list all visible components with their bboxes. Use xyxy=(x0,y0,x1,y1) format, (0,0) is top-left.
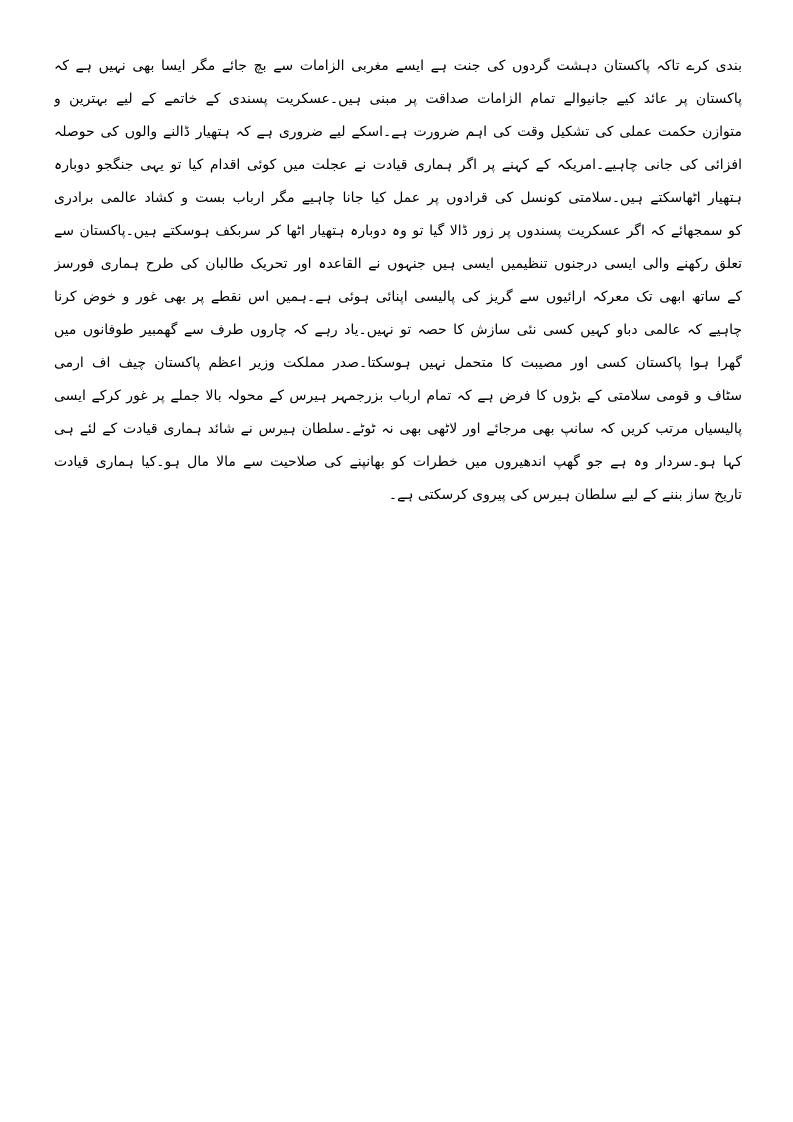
paragraph-line: گھرا ہوا پاکستان کسی اور مصیبت کا متحمل نہیں ہوسکتا۔صدر مملکت وزیر اعظم پاکستان چیف اف ارمی xyxy=(54,355,742,371)
paragraph-line: تاریخ ساز بننے کے لیے سلطان ہیرس کی پیروی کرسکتی ہے۔ xyxy=(388,487,742,503)
article-paragraph xyxy=(54,50,742,512)
paragraph-line: بندی کرے تاکہ پاکستان دہشت گردوں کی جنت ہے ایسے مغربی الزامات سے بچ جائے مگر ایسا بھی نہیں ہے کہ xyxy=(54,58,742,74)
paragraph-line: تعلق رکھنے والی ایسی درجنوں تنظیمیں ایسی ہیں جنہوں نے القاعدہ اور تحریک طالبان کی طرح ہماری فورسز xyxy=(54,256,742,272)
paragraph-line: ہتھیار اٹھاسکتے ہیں۔سلامتی کونسل کی قرادوں پر عمل کیا جانا چاہیے مگر ارباب بست و کشاد عالمی برادری xyxy=(54,190,742,206)
paragraph-line: متوازن حکمت عملی کی تشکیل وقت کی اہم ضرورت ہے۔اسکے لیے ضروری ہے کہ ہتھیار ڈالنے والوں کی حوصلہ xyxy=(54,124,742,140)
paragraph-line: کو سمجھائے کہ اگر عسکریت پسندوں پر زور ڈالا گیا تو وہ دوبارہ ہتھیار اٹھا کر سربکف ہوسکتے ہیں۔پاکستان سے xyxy=(54,223,742,239)
paragraph-line: سٹاف و قومی سلامتی کے بڑوں کا فرض ہے کہ تمام ارباب بزرجمہر ہیرس کے محولہ بالا جملے پر غور کرکے ایسی xyxy=(54,388,742,404)
paragraph-line: افزائی کی جانی چاہیے۔امریکہ کے کہنے پر اگر ہماری قیادت نے عجلت میں کوئی اقدام کیا تو یہی جنگجو دوبارہ xyxy=(54,157,742,173)
paragraph-line: کہا ہو۔سردار وہ ہے جو گھپ اندھیروں میں خطرات کو بھانپنے کی صلاحیت سے مالا مال ہو۔کیا ہماری قیادت xyxy=(54,454,742,470)
paragraph-line: پاکستان پر عائد کیے جانیوالے تمام الزامات صداقت پر مبنی ہیں۔عسکریت پسندی کے خاتمے کے لیے بہترین و xyxy=(54,91,742,107)
paragraph-line: چاہیے کہ عالمی دباو کہیں کسی نئی سازش کا حصہ تو نہیں۔یاد رہے کہ چاروں طرف سے گھمبیر طوفانوں میں xyxy=(54,322,742,338)
paragraph-line: پالیسیاں مرتب کریں کہ سانپ بھی مرجائے اور لاٹھی بھی نہ ٹوٹے۔سلطان ہیرس نے شائد ہماری قیادت کے لئے ہی xyxy=(54,421,742,437)
paragraph-line: کے ساتھ ابھی تک معرکہ ارائیوں سے گریز کی پالیسی اپنائی ہوئی ہے۔ہمیں اس نقطے پر بھی غور و خوض کرنا xyxy=(54,289,742,305)
